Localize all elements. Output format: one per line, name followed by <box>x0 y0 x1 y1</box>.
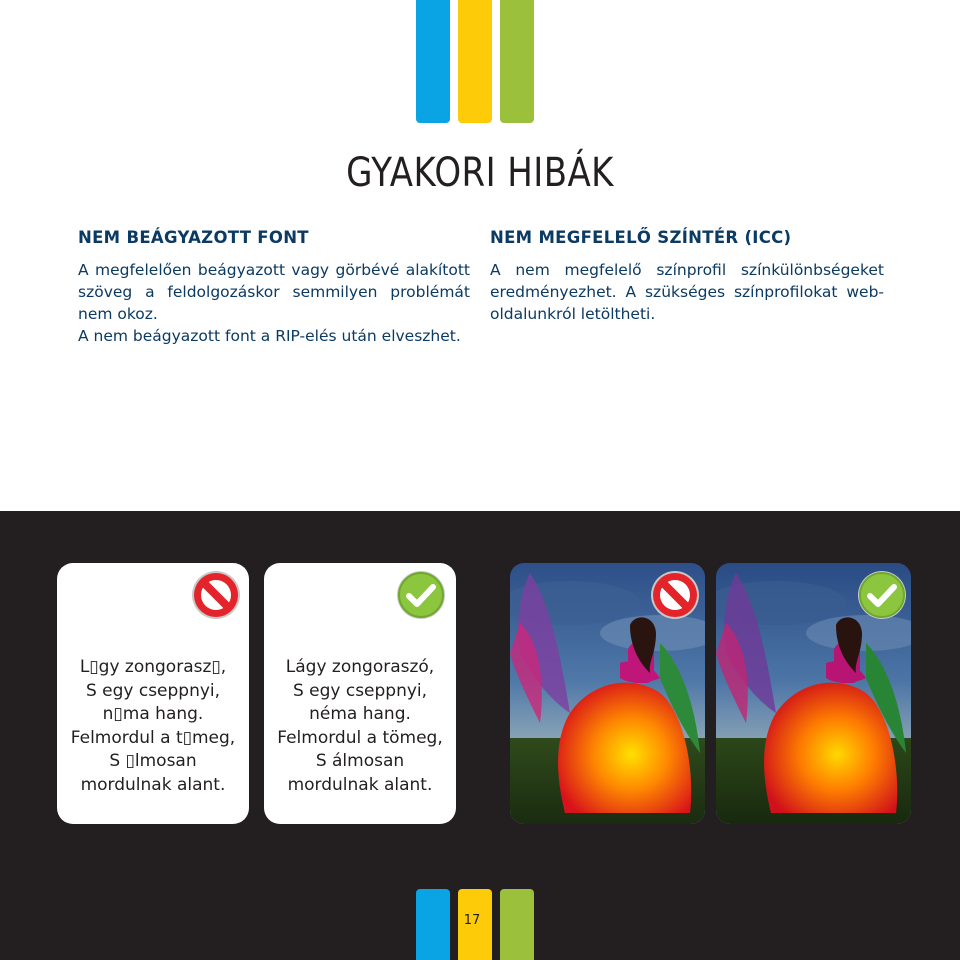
text-line: Felmordul a tömeg, <box>277 727 443 748</box>
prohibited-icon <box>650 570 700 620</box>
color-space-heading: NEM MEGFELELŐ SZÍNTÉR (ICC) <box>490 228 792 247</box>
green-color-bar <box>500 0 534 123</box>
checkmark-icon <box>857 570 907 620</box>
blue-color-bar <box>416 0 450 123</box>
embedded-font-heading: NEM BEÁGYAZOTT FONT <box>78 228 309 247</box>
text-line: Lágy zongoraszó, <box>285 657 435 677</box>
page-title: GYAKORI HIBÁK <box>346 150 614 196</box>
paragraph-line: A nem megfelelő színprofil színkülönbségeket <box>490 261 884 279</box>
paragraph-line: oldalunkról letöltheti. <box>490 305 656 323</box>
paragraph-line: nem okoz. <box>78 305 158 323</box>
yellow-color-bar <box>458 0 492 123</box>
text-line: S egy cseppnyi, <box>292 680 428 701</box>
text-line: S ▯lmosan <box>109 751 197 771</box>
text-line: S álmosan <box>315 751 405 771</box>
paragraph-line: eredményezhet. A szükséges színprofilokat web- <box>490 283 884 301</box>
correct-text-sample <box>264 656 456 797</box>
wrong-text-sample <box>57 656 249 797</box>
paragraph-line: A nem beágyazott font a RIP-elés után elveszhet. <box>78 327 461 345</box>
checkmark-icon <box>396 570 446 620</box>
paragraph-line: szöveg a feldolgozáskor semmilyen problémát <box>78 283 470 301</box>
page-number: 17 <box>463 913 481 928</box>
green-color-bar <box>500 889 534 960</box>
text-line: L▯gy zongorasz▯, <box>79 657 227 677</box>
prohibited-icon <box>191 570 241 620</box>
text-line: mordulnak alant. <box>287 774 433 795</box>
text-line: mordulnak alant. <box>80 774 226 795</box>
embedded-font-paragraph <box>78 259 470 347</box>
text-line: néma hang. <box>309 704 411 724</box>
color-space-paragraph <box>490 259 884 325</box>
blue-color-bar <box>416 889 450 960</box>
text-line: S egy cseppnyi, <box>85 680 221 701</box>
paragraph-line: A megfelelően beágyazott vagy görbévé alakított <box>78 261 470 279</box>
text-line: Felmordul a t▯meg, <box>70 727 236 748</box>
text-line: n▯ma hang. <box>102 704 204 724</box>
